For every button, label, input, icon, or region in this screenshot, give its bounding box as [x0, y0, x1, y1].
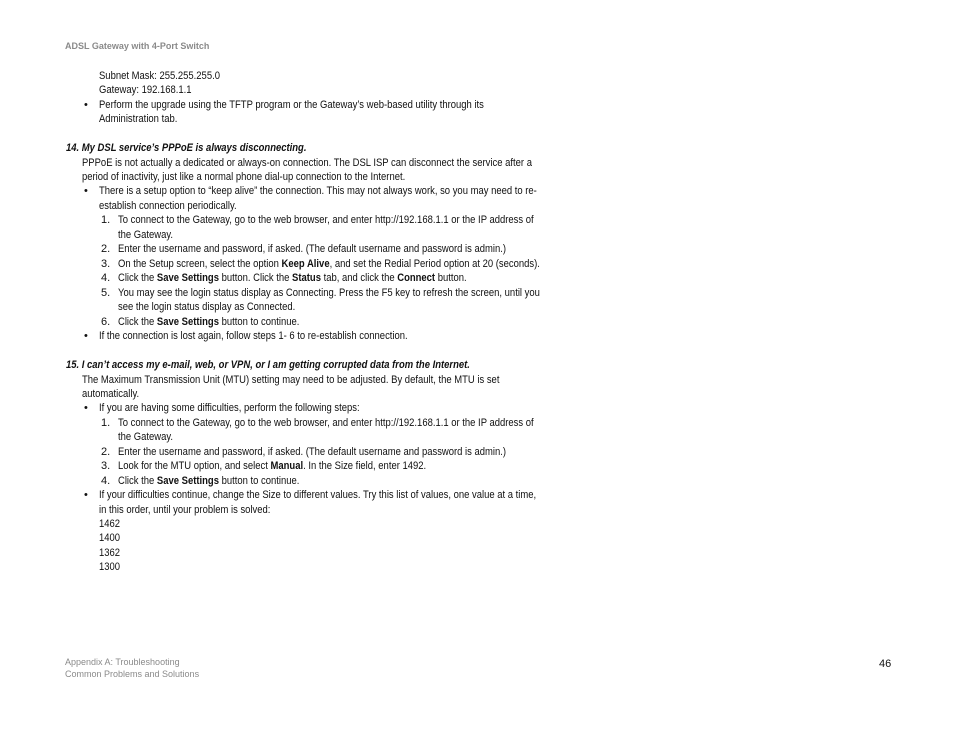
text-run: Click the: [118, 272, 157, 284]
q14-step3: [118, 257, 540, 271]
text-run: button. Click the: [218, 272, 293, 284]
subnet-line: Subnet Mask: 255.255.255.0: [99, 70, 220, 82]
bullet-mark: •: [84, 402, 88, 414]
q14-step2: Enter the username and password, if asked. (The default username and password is admin.): [118, 243, 507, 255]
q15-step1-line-1: To connect to the Gateway, go to the web browser, and enter http://192.168.1.1 or the IP address of: [118, 417, 534, 429]
step-number: 3.: [101, 460, 111, 472]
q15-bullet1: If you are having some difficulties, perform the following steps:: [99, 402, 360, 414]
q15-bullet2-line-2: in this order, until your problem is solved:: [99, 504, 271, 516]
q14-bullet1-line-2: establish connection periodically.: [99, 200, 237, 212]
footer-line-2: Common Problems and Solutions: [65, 669, 200, 679]
footer-line-1: Appendix A: Troubleshooting: [65, 657, 180, 667]
keep-alive-label: Keep Alive: [281, 258, 330, 270]
mtu-value: 1300: [99, 561, 121, 573]
q15-para-line-1: The Maximum Transmission Unit (MTU) setting may need to be adjusted. By default, the MTU is set: [82, 374, 500, 386]
step-number: 6.: [101, 316, 111, 328]
text-run: tab, and click the: [320, 272, 398, 284]
q14-step4: [118, 271, 467, 285]
q14-step6: [118, 315, 299, 329]
text-run: Click the: [118, 316, 157, 328]
text-run: Look for the MTU option, and select: [118, 460, 271, 472]
mtu-value: 1400: [99, 532, 121, 544]
step-number: 4.: [101, 475, 111, 487]
q14-bullet1-line-1: There is a setup option to “keep alive” the connection. This may not always work, so you may need to re-: [99, 185, 537, 197]
q14-step1-line-1: To connect to the Gateway, go to the web browser, and enter http://192.168.1.1 or the IP address of: [118, 214, 534, 226]
q15-para-line-2: automatically.: [82, 388, 140, 400]
step-number: 2.: [101, 243, 111, 255]
step-number: 1.: [101, 417, 111, 429]
q15-step2: Enter the username and password, if asked. (The default username and password is admin.): [118, 446, 507, 458]
page-number: 46: [879, 658, 892, 670]
step-number: 3.: [101, 258, 111, 270]
q14-para-line-2: period of inactivity, just like a normal phone dial-up connection to the Internet.: [82, 171, 406, 183]
q15-step1-line-2: the Gateway.: [118, 431, 174, 443]
gateway-line: Gateway: 192.168.1.1: [99, 84, 192, 96]
q14-step5-line-2: see the login status display as Connected.: [118, 301, 296, 313]
text-run: button to continue.: [218, 316, 300, 328]
status-label: Status: [292, 272, 321, 284]
q15-step4: [118, 474, 299, 488]
save-settings-label: Save Settings: [156, 316, 219, 328]
text-run: , and set the Redial Period option at 20 (seconds).: [329, 258, 540, 270]
q14-bullet2: If the connection is lost again, follow steps 1- 6 to re-establish connection.: [99, 330, 408, 342]
step-number: 2.: [101, 446, 111, 458]
text-run: button to continue.: [218, 475, 300, 487]
q15-heading: 15. I can’t access my e-mail, web, or VPN, or I am getting corrupted data from the Internet.: [66, 359, 470, 371]
manual-label: Manual: [270, 460, 304, 472]
step-number: 5.: [101, 287, 111, 299]
q14-para-line-1: PPPoE is not actually a dedicated or always-on connection. The DSL ISP can disconnect the service after a: [82, 157, 532, 169]
step-number: 4.: [101, 272, 111, 284]
running-header: ADSL Gateway with 4-Port Switch: [65, 41, 210, 51]
bullet-mark: •: [84, 185, 88, 197]
mtu-value: 1462: [99, 518, 121, 530]
text-run: Click the: [118, 475, 157, 487]
bullet-mark: •: [84, 99, 88, 111]
upgrade-bullet-line-1: Perform the upgrade using the TFTP program or the Gateway’s web-based utility through its: [99, 99, 484, 111]
text-run: button.: [435, 272, 467, 284]
q15-step3: [118, 459, 426, 473]
bullet-mark: •: [84, 489, 88, 501]
text-run: . In the Size field, enter 1492.: [303, 460, 427, 472]
upgrade-bullet-line-2: Administration tab.: [99, 113, 178, 125]
q14-step1-line-2: the Gateway.: [118, 229, 174, 241]
q15-bullet2-line-1: If your difficulties continue, change the Size to different values. Try this list of values, one value at a time,: [99, 489, 537, 501]
q14-step5-line-1: You may see the login status display as Connecting. Press the F5 key to refresh the screen, until you: [118, 287, 540, 299]
connect-label: Connect: [397, 272, 436, 284]
mtu-value: 1362: [99, 547, 121, 559]
bullet-mark: •: [84, 330, 88, 342]
q14-heading: 14. My DSL service’s PPPoE is always disconnecting.: [66, 142, 307, 154]
step-number: 1.: [101, 214, 111, 226]
save-settings-label: Save Settings: [156, 475, 219, 487]
save-settings-label: Save Settings: [156, 272, 219, 284]
text-run: On the Setup screen, select the option: [118, 258, 282, 270]
